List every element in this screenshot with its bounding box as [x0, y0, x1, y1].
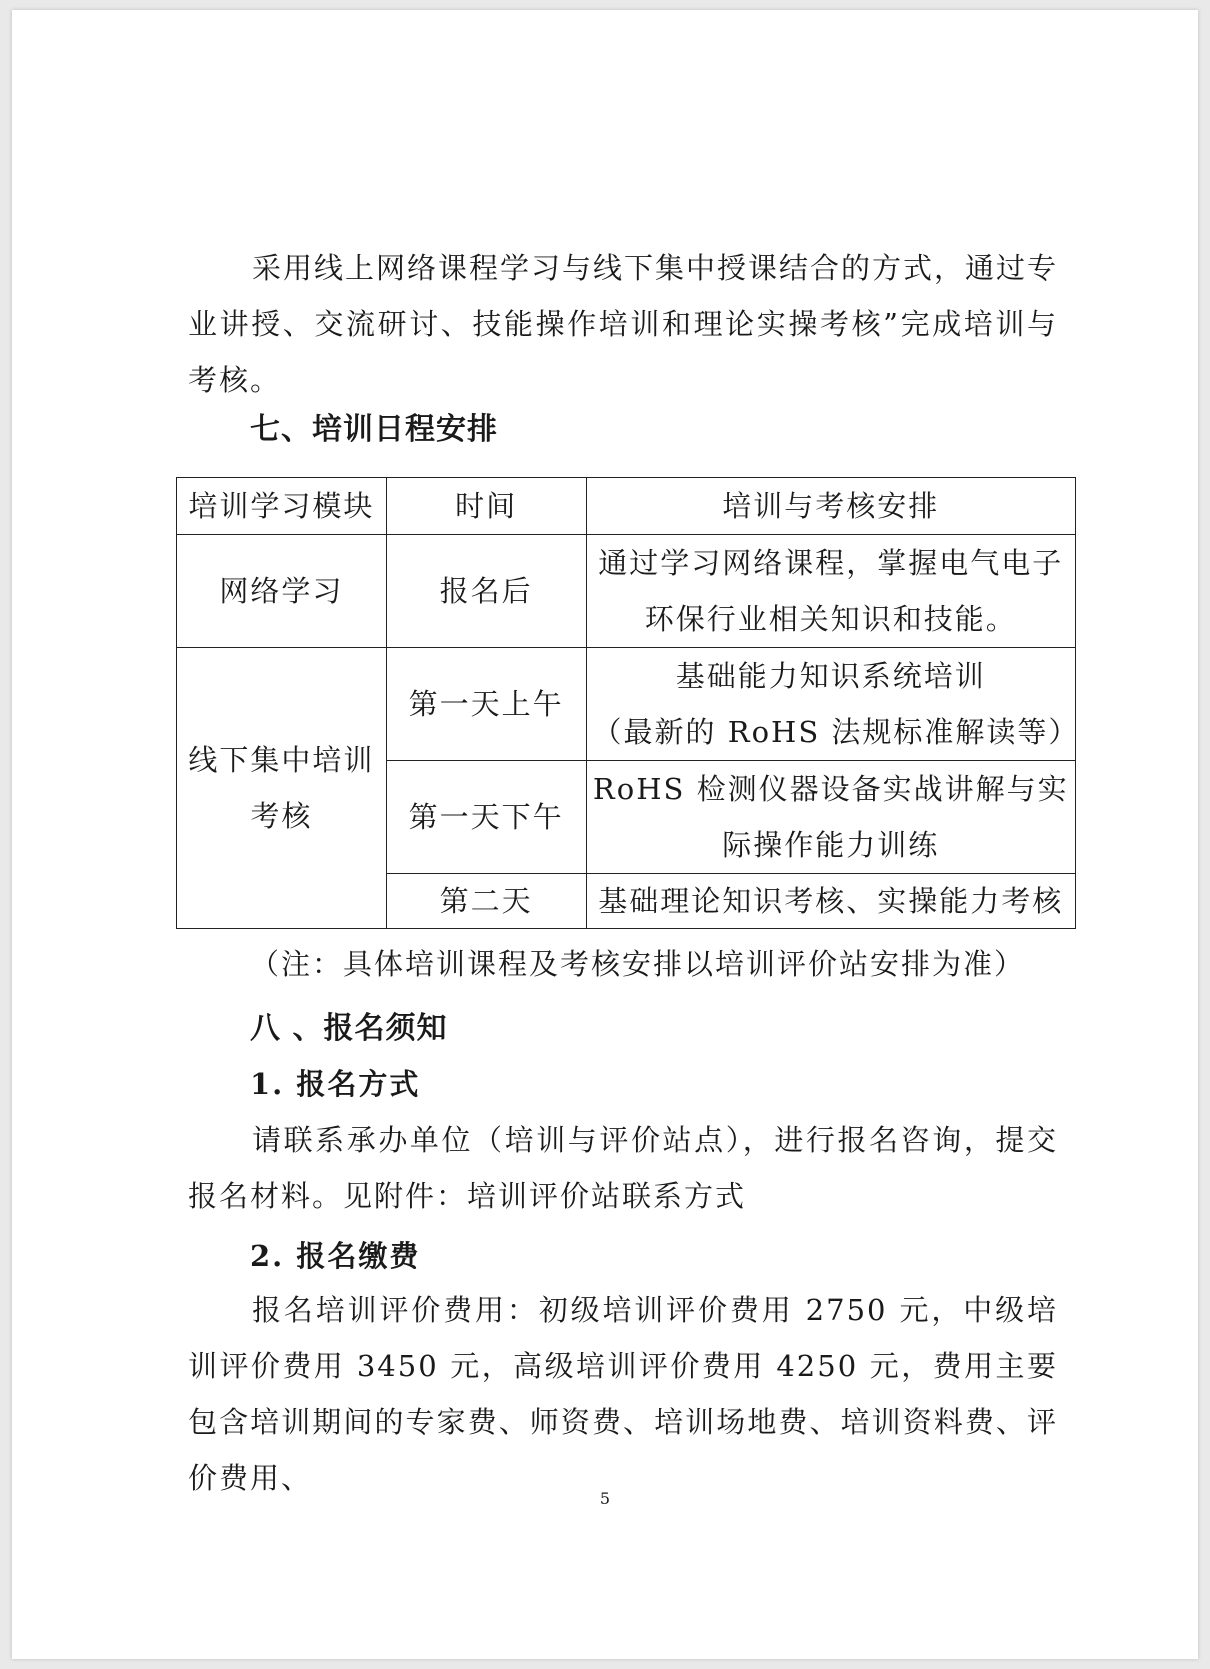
cell-time: 第一天上午 [386, 648, 586, 761]
cell-arrangement: RoHS 检测仪器设备实战讲解与实际操作能力训练 [586, 761, 1075, 874]
cell-time: 报名后 [386, 535, 586, 648]
subsection-2-paragraph: 报名培训评价费用：初级培训评价费用 2750 元，中级培训评价费用 3450 元，高级培训评价费用 4250 元，费用主要包含培训期间的专家费、师资费、培训场地费、培训资料费、评价费用、 [188, 1293, 1058, 1495]
header-time: 时间 [386, 478, 586, 535]
table-row [177, 535, 1076, 648]
arrangement-line: 基础能力知识系统培训 [675, 659, 986, 693]
header-arrangement: 培训与考核安排 [586, 478, 1075, 535]
subsection-2-title: 2. 报名缴费 [250, 1239, 421, 1273]
intro-paragraph: 采用线上网络课程学习与线下集中授课结合的方式，通过专业讲授、交流研讨、技能操作培训和理论实操考核”完成培训与考核。 [188, 251, 1059, 397]
table-header-row [177, 478, 1076, 535]
cell-arrangement: 基础理论知识考核、实操能力考核 [586, 874, 1075, 929]
cell-module: 线下集中培训考核 [177, 648, 387, 929]
header-module: 培训学习模块 [177, 478, 387, 535]
document-page [12, 10, 1198, 1659]
page-number: 5 [599, 1489, 611, 1508]
cell-time: 第二天 [386, 874, 586, 929]
cell-module: 网络学习 [177, 535, 387, 648]
table-row [177, 648, 1076, 761]
cell-arrangement [586, 648, 1080, 761]
cell-time: 第一天下午 [386, 761, 586, 874]
section-7-heading: 七、培训日程安排 [250, 412, 498, 447]
schedule-note: （注：具体培训课程及考核安排以培训评价站安排为准） [250, 947, 1026, 981]
arrangement-line: （最新的 RoHS 法规标准解读等） [592, 715, 1080, 749]
schedule-table [176, 477, 1080, 929]
section-8-heading: 八 、报名须知 [250, 1011, 448, 1046]
cell-arrangement: 通过学习网络课程，掌握电气电子环保行业相关知识和技能。 [586, 535, 1075, 648]
subsection-1-title: 1. 报名方式 [250, 1067, 421, 1101]
subsection-1-paragraph: 请联系承办单位（培训与评价站点），进行报名咨询，提交报名材料。见附件：培训评价站联系方式 [188, 1123, 1058, 1213]
